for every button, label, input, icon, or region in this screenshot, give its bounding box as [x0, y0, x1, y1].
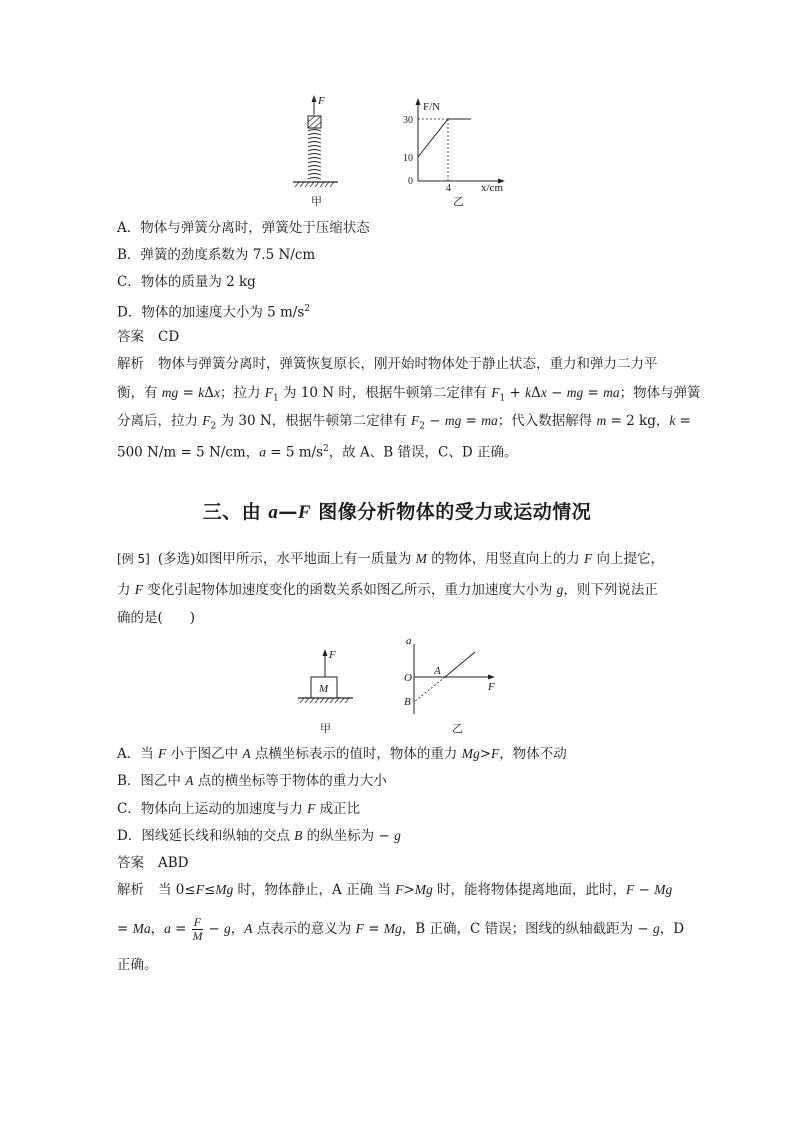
q2-analysis-line-3: 正确。 — [117, 957, 158, 973]
F-axis-label: F — [488, 681, 495, 693]
q1-analysis-line-4: 500 N/m = 5 N/cm，a = 5 $m/s^2$，故 A、B 错误，C、D 正确。 — [117, 444, 518, 461]
q1-option-d-sup: 2 — [304, 304, 311, 314]
q2-option-d: D．图线延长线和纵轴的交点 B 的纵坐标为 − g — [117, 828, 401, 844]
a-axis-label: a — [406, 635, 412, 647]
q1-option-d — [117, 299, 310, 323]
fraction-F-over-M: $\frac{F}{M}$ — [192, 915, 203, 943]
acceleration-force-graph — [404, 635, 495, 735]
ex5-line-3: 确的是( ) — [117, 610, 196, 626]
q2-analysis-line-1: 解析 当 0≤F≤Mg 时，物体静止，A 正确 当 F>Mg 时，能将物体提离地面，此时，F − Mg — [117, 882, 673, 898]
x-axis-label: x/cm — [481, 182, 503, 194]
q2-option-a: A．当 F 小于图乙中 A 点横坐标表示的值时，物体的重力 Mg>F，物体不动 — [117, 746, 567, 762]
ex5-line-1: [例 5] (多选)如图甲所示，水平地面上有一质量为 M 的物体，用竖直向上的力 F 向上提它， — [117, 551, 665, 567]
q2-analysis-line-2: = Ma，a = $\frac{F}{M}$ − g，A 点表示的意义为 F = Mg，B 正确，C 错误；图线的纵轴截距为 − g，D — [117, 915, 685, 943]
force-displacement-graph — [403, 98, 505, 208]
q1-analysis-line-3: 分离后，拉力 $F_2$ 为 30 N，根据牛顿第二定律有 $F_2$ − mg = ma；代入数据解得 m = 2 kg，k = — [117, 413, 691, 432]
q1-analysis-line-1 — [117, 354, 658, 374]
q1-option-d-text: D．物体的加速度大小为 5 m/s — [117, 304, 305, 321]
yi-label: 乙 — [453, 196, 464, 208]
yi-label: 乙 — [452, 723, 463, 735]
mass-apparatus — [298, 649, 353, 735]
analysis-text: 物体与弹簧分离时，弹簧恢复原长，刚开始时物体处于静止状态，重力和弹力二力平 — [158, 356, 658, 372]
q1-analysis-line-2: 衡，有 mg = kΔx；拉力 $F_1$ 为 10 N 时，根据牛顿第二定律有 $F_1 + k\Delta x$ − mg = ma；物体与弹簧 — [117, 385, 701, 404]
q2-option-c: C．物体向上运动的加速度与力 F 成正比 — [117, 801, 361, 817]
example-label: [例 5] — [117, 552, 150, 566]
ex5-line-2: 力 F 变化引起物体加速度变化的函数关系如图乙所示，重力加速度大小为 g，则下列说法正 — [117, 582, 658, 598]
jia-label: 甲 — [320, 723, 331, 735]
figure-mass-graph — [0, 630, 794, 740]
point-b-label: B — [404, 696, 411, 708]
origin-label: O — [404, 672, 412, 684]
tick-10: 10 — [403, 153, 413, 164]
q1-option-a: A．物体与弹簧分离时，弹簧处于压缩状态 — [117, 220, 370, 236]
y-axis-label: F/N — [423, 101, 441, 113]
extension-line — [414, 677, 445, 702]
point-a-label: A — [434, 665, 441, 677]
tick-origin: 0 — [408, 176, 413, 187]
tick-4: 4 — [446, 183, 451, 194]
mass-label: M — [319, 683, 329, 695]
q2-answer — [117, 853, 189, 873]
jia-label: 甲 — [311, 196, 322, 208]
tick-30: 30 — [403, 115, 413, 126]
analysis-label: 解析 — [117, 356, 144, 372]
answer-label: 答案 — [117, 329, 144, 345]
spring-coil — [308, 130, 321, 180]
figure-spring-graph — [0, 0, 794, 215]
answer-value: ABD — [158, 855, 189, 871]
answer-label: 答案 — [117, 855, 144, 871]
q2-option-b: B．图乙中 A 点的横坐标等于物体的重力大小 — [117, 773, 387, 789]
spring-apparatus — [293, 95, 338, 208]
q1-option-b: B．弹簧的劲度系数为 7.5 N/cm — [117, 247, 316, 263]
force-label: F — [318, 95, 325, 107]
graph-line — [418, 119, 471, 157]
analysis-label: 解析 — [117, 882, 144, 898]
graph-line — [445, 652, 475, 677]
answer-value: CD — [158, 329, 180, 345]
q1-option-c: C．物体的质量为 2 kg — [117, 274, 256, 290]
section-heading: 三、由 a—F 图像分析物体的受力或运动情况 — [202, 501, 592, 523]
q1-answer — [117, 327, 179, 347]
force-label: F — [329, 649, 336, 661]
